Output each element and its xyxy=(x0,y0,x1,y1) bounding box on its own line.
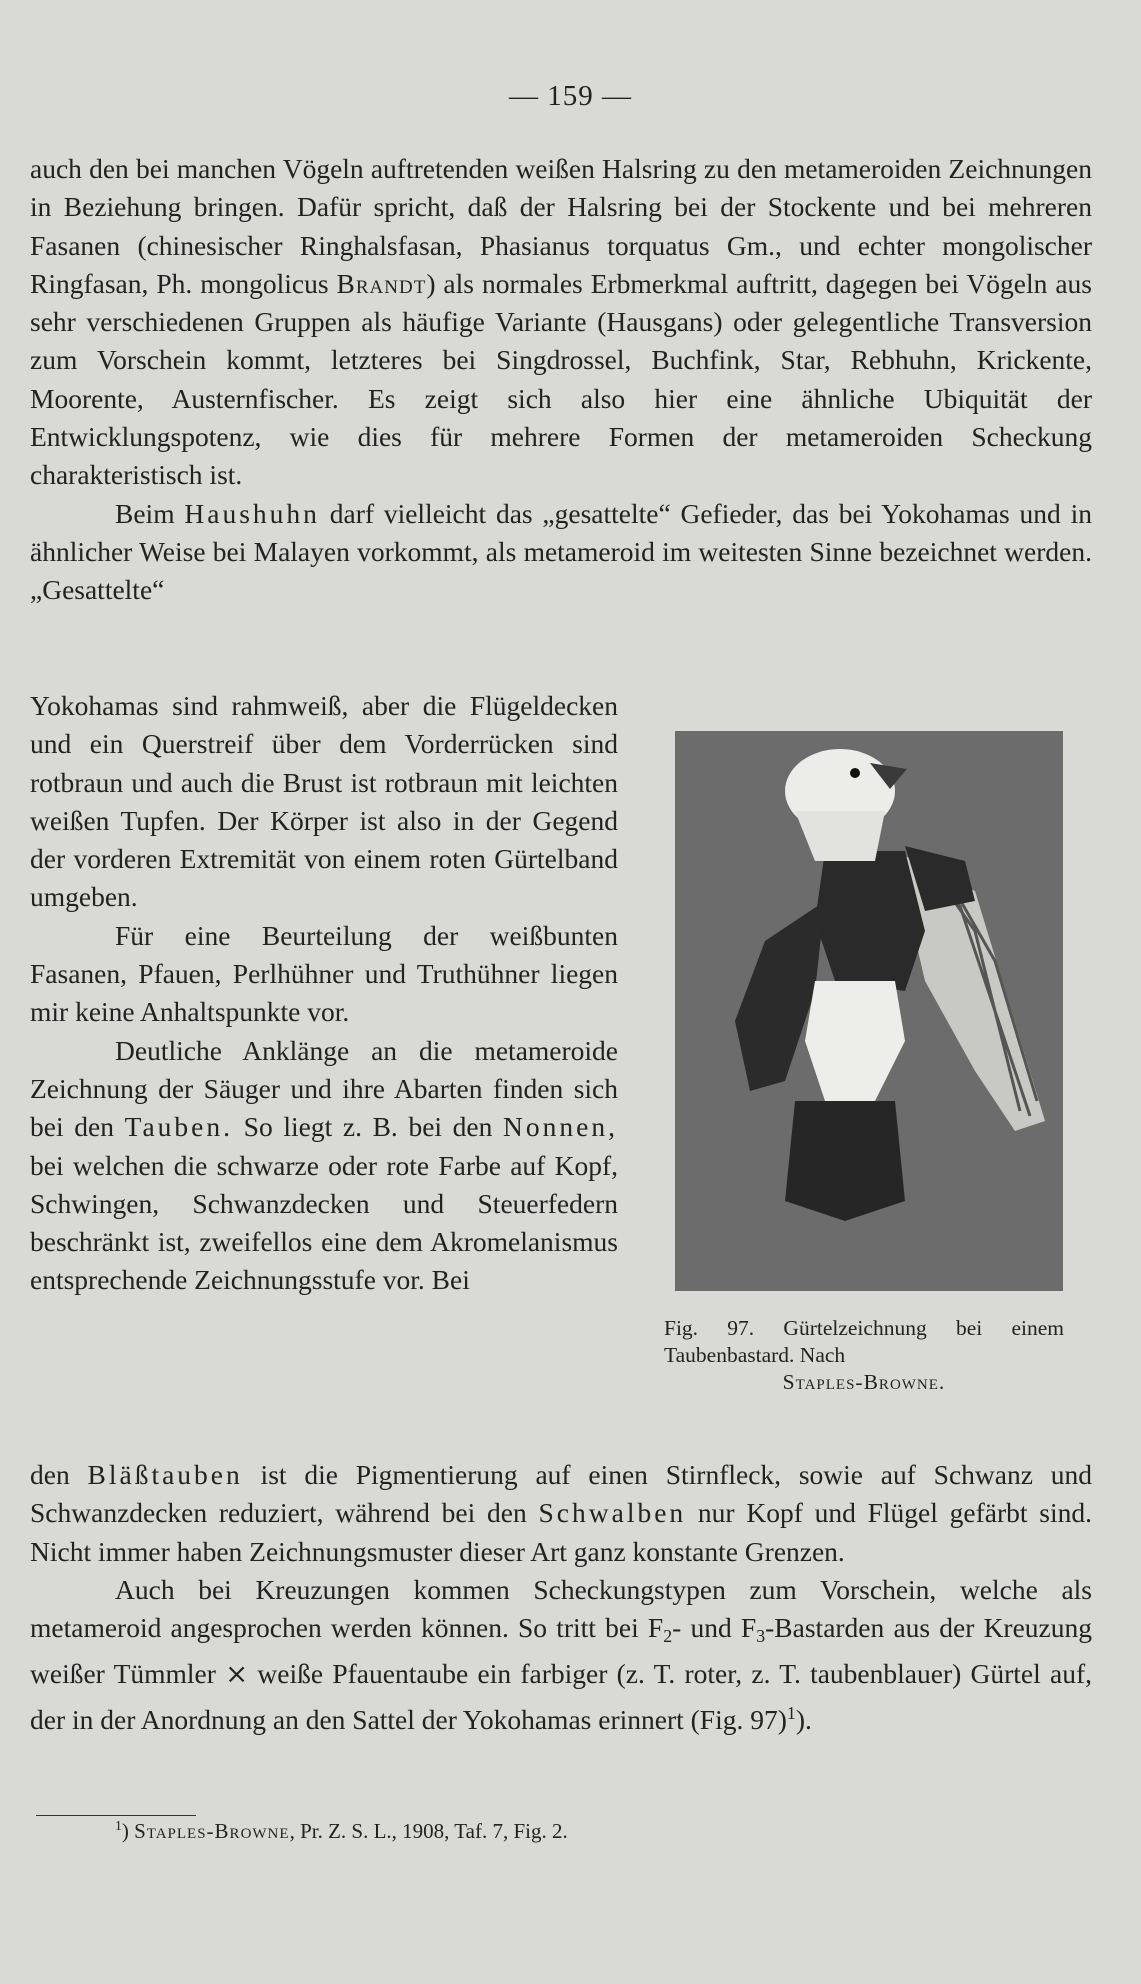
paragraph-text: bei welchen die schwarze oder rote Farbe auf Kopf, Schwingen, Schwanzdecken und Steuerfedern beschränkt ist, zweifellos eine dem Akromelanismus entsprechende Zeichnungsstufe vor. Bei xyxy=(30,1149,618,1296)
paragraph-text: Beim xyxy=(115,497,185,529)
paragraph-2-continued: Yokohamas sind rahmweiß, aber die Flügeldecken und ein Querstreif über dem Vorderrücken sind rotbraun und auch die Brust ist rotbraun mit leichten weißen Tupfen. Der Körper ist also in der Gegend der vorderen Extremität von einem roten Gürtelband umgeben. xyxy=(30,690,618,913)
narrow-column xyxy=(30,687,618,1300)
paragraph-text: ). xyxy=(795,1703,812,1735)
spaced-term: Tauben. xyxy=(124,1111,234,1143)
footnote: $^1$) Staples-Browne, Pr. Z. S. L., 1908, Taf. 7, Fig. 2. xyxy=(115,1818,568,1843)
paragraph-2 xyxy=(30,495,1092,610)
footnote-ref: 1 xyxy=(786,1702,796,1723)
paragraph-text: nur Kopf und Flügel gefärbt sind. Nicht immer haben Zeichnungsmuster dieser Art ganz konstante Grenzen. xyxy=(30,1497,1092,1567)
paragraph-3: Für eine Beurteilung der weißbunten Fasanen, Pfauen, Perlhühner und Truthühner liegen mir keine Anhaltspunkte vor. xyxy=(30,919,618,1028)
paragraph-text: Deutliche Anklänge an die metameroide Zeichnung der Säuger und ihre Abarten finden sich bei den xyxy=(30,1034,618,1143)
figure-caption xyxy=(664,1315,1064,1396)
pigeon-photo xyxy=(675,731,1063,1291)
paragraph-text: - und F xyxy=(672,1612,757,1644)
paragraph-text: auch den bei manchen Vögeln auftretenden weißen Halsring zu den metameroiden Zeichnungen in Beziehung bringen. Dafür spricht, daß der Halsring bei der Stockente und bei mehreren Fasanen (chinesischer Ringhalsfasan, Phasianus torquatus Gm., und echter mongolischer Ringfasan, Ph. mongolicus xyxy=(30,153,1092,299)
page-number: — 159 — xyxy=(509,80,632,112)
paragraph-text: -Bastarden aus der Kreuzung weißer Tümmler ⨯ weiße Pfauentaube ein farbiger (z. T. roter, z. T. taubenblauer) Gürtel auf, der in der Anordnung an den Sattel der Yokohamas erinnert (Fig. 97) xyxy=(30,1612,1092,1735)
paragraph-text: So liegt z. B. bei den xyxy=(233,1111,504,1143)
paragraph-4-end xyxy=(30,1456,1092,1739)
paragraph-text: ) als normales Erbmerkmal auftritt, dagegen bei Vögeln aus sehr verschiedenen Gruppen als häufige Variante (Hausgans) oder gelegentliche Transversion zum Vorschein kommt, letzteres bei Singdrossel, Buchfink, Star, Rebhuhn, Krickente, Moorente, Austernfischer. Es zeigt sich also hier eine ähnliche Ubiquität der Entwicklungspotenz, wie dies für mehrere Formen der metameroiden Scheckung charakteristisch ist. xyxy=(30,267,1092,491)
paragraph-5 xyxy=(30,1571,1092,1739)
paragraph-4 xyxy=(30,1032,618,1300)
spaced-term: Schwalben xyxy=(538,1497,687,1529)
paragraph-text: Auch bei Kreuzungen kommen Scheckungstypen zum Vorschein, welche als metameroid angesprochen werden können. So tritt bei F xyxy=(30,1573,1092,1644)
paragraph-1 xyxy=(30,150,1092,610)
footnote-marker: 1 xyxy=(115,1818,122,1833)
spaced-term: Haushuhn xyxy=(184,497,320,529)
subscript: 2 xyxy=(663,1626,673,1647)
spaced-term: Nonnen, xyxy=(503,1111,618,1143)
caption-text: Fig. 97. Gürtelzeichnung bei einem Taubenbastard. Nach xyxy=(664,1316,1064,1367)
subscript: 3 xyxy=(756,1626,766,1647)
paragraph-text: den xyxy=(30,1459,88,1490)
footnote-text: , Pr. Z. S. L., 1908, Taf. 7, Fig. 2. xyxy=(289,1819,568,1843)
footnote-author: Staples-Browne xyxy=(134,1819,290,1843)
paragraph-text: darf vielleicht das „gesattelte“ Gefieder, das bei Yokohamas und in ähnlicher Weise bei Malayen vorkommt, als metameroid im weitesten Sinne bezeichnet werden. „Gesattelte“ xyxy=(30,497,1092,606)
caption-author: Staples-Browne. xyxy=(782,1370,946,1394)
paragraph-text: ist die Pigmentierung auf einen Stirnfleck, sowie auf Schwanz und Schwanzdecken reduziert, während bei den xyxy=(30,1459,1092,1529)
spaced-term: Bläßtauben xyxy=(87,1459,243,1490)
author-name: Brandt xyxy=(336,267,427,299)
